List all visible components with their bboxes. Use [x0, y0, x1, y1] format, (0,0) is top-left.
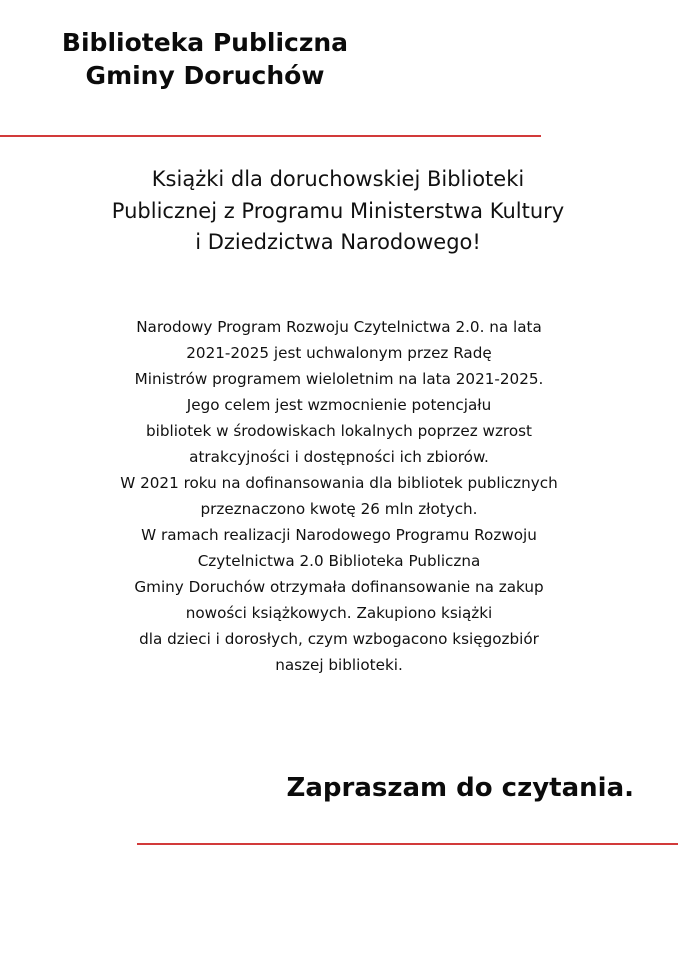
body-line: atrakcyjności i dostępności ich zbiorów.	[189, 448, 489, 466]
announcement-body	[18, 314, 660, 678]
body-line: Czytelnictwa 2.0 Biblioteka Publiczna	[197, 552, 481, 570]
body-line: dla dzieci i dorosłych, czym wzbogacono księgozbiór	[139, 630, 539, 648]
bottom-red-divider	[137, 843, 678, 845]
announcement-heading	[38, 164, 638, 259]
library-name-line-2: Gminy Doruchów	[85, 61, 325, 91]
body-line: Jego celem jest wzmocnienie potencjału	[186, 396, 492, 414]
library-name-line-1: Biblioteka Publiczna	[61, 28, 349, 57]
closing-invitation: Zapraszam do czytania.	[286, 773, 634, 803]
body-line: W 2021 roku na dofinansowania dla bibliotek publicznych	[120, 474, 558, 492]
body-line: naszej biblioteki.	[275, 656, 403, 674]
body-line: nowości książkowych. Zakupiono książki	[185, 604, 493, 622]
heading-line-2: Publicznej z Programu Ministerstwa Kultury	[111, 198, 565, 223]
body-line: Gminy Doruchów otrzymała dofinansowanie na zakup	[134, 578, 544, 596]
heading-line-1: Książki dla doruchowskiej Biblioteki	[151, 167, 525, 191]
heading-line-3: i Dziedzictwa Narodowego!	[195, 230, 481, 254]
body-line: Narodowy Program Rozwoju Czytelnictwa 2.0. na lata	[136, 318, 542, 336]
body-line: bibliotek w środowiskach lokalnych poprzez wzrost	[145, 422, 533, 440]
body-line: W ramach realizacji Narodowego Programu Rozwoju	[141, 526, 537, 544]
top-red-divider	[0, 135, 541, 137]
body-line: 2021-2025 jest uchwalonym przez Radę	[186, 344, 492, 362]
body-line: Ministrów programem wieloletnim na lata 2021-2025.	[134, 370, 544, 388]
body-line: przeznaczono kwotę 26 mln złotych.	[200, 500, 478, 518]
library-name-title	[20, 26, 390, 93]
